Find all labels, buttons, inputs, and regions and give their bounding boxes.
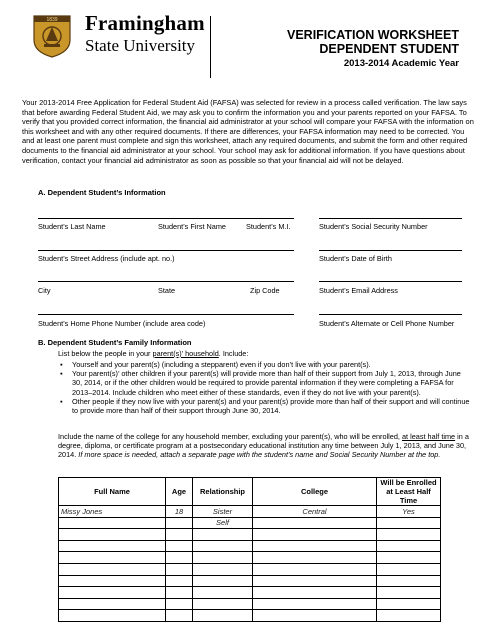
full-name-cell[interactable]	[59, 563, 166, 575]
home-phone-label: Student’s Home Phone Number (include area code)	[38, 319, 206, 328]
household-table	[58, 477, 441, 622]
col-header-age: Age	[166, 478, 193, 506]
email-label: Student’s Email Address	[319, 286, 398, 295]
household-bullets	[58, 360, 472, 415]
table-row	[59, 552, 441, 564]
table-row	[59, 529, 441, 541]
bullet-icon: ▪	[60, 360, 63, 369]
bullet-icon: ▪	[60, 369, 63, 379]
full-name-cell[interactable]	[59, 587, 166, 599]
title-line-2: DEPENDENT STUDENT	[319, 42, 459, 56]
relationship-cell[interactable]: Self	[193, 517, 253, 529]
bullet-item	[58, 360, 472, 369]
college-cell[interactable]	[253, 552, 377, 564]
seal-year: 1839	[46, 17, 58, 23]
household-lead-underlined: parent(s)’ household	[152, 349, 219, 358]
dob-label: Student’s Date of Birth	[319, 254, 392, 263]
ssn-label: Student’s Social Security Number	[319, 222, 428, 231]
college-cell[interactable]: Central	[253, 506, 377, 518]
enrolled-cell[interactable]: Yes	[377, 506, 441, 518]
title-line-1: VERIFICATION WORKSHEET	[287, 28, 459, 42]
enrolled-cell[interactable]	[377, 529, 441, 541]
header-divider	[210, 16, 211, 78]
col-header-enrolled: Will be Enrolled at Least Half Time	[377, 478, 441, 506]
college-cell[interactable]	[253, 517, 377, 529]
state-label: State	[158, 286, 176, 295]
table-row	[59, 506, 441, 518]
table-row	[59, 587, 441, 599]
relationship-cell[interactable]	[193, 575, 253, 587]
enrolled-cell[interactable]	[377, 517, 441, 529]
col-header-full-name: Full Name	[59, 478, 166, 506]
age-cell[interactable]	[166, 540, 193, 552]
table-row	[59, 517, 441, 529]
relationship-cell[interactable]	[193, 529, 253, 541]
university-subtitle: State University	[85, 36, 196, 55]
age-cell[interactable]	[166, 587, 193, 599]
college-note-prefix: Include the name of the college for any household member, excluding your parent(s), who will be enrolled,	[58, 432, 402, 441]
table-row	[59, 575, 441, 587]
col-header-relationship: Relationship	[193, 478, 253, 506]
college-cell[interactable]	[253, 563, 377, 575]
cell-phone-line[interactable]	[319, 314, 462, 315]
full-name-cell[interactable]	[59, 598, 166, 610]
table-row	[59, 610, 441, 622]
age-cell[interactable]: 18	[166, 506, 193, 518]
dob-line[interactable]	[319, 250, 462, 251]
college-cell[interactable]	[253, 610, 377, 622]
enrolled-cell[interactable]	[377, 563, 441, 575]
academic-year: 2013-2014 Academic Year	[343, 58, 459, 69]
enrolled-cell[interactable]	[377, 610, 441, 622]
enrolled-cell[interactable]	[377, 575, 441, 587]
bullet-text: Other people if they now live with your parent(s) and your parent(s) provide more than half of their support and will continue to provide more than half of their support through June 30, 2014.	[72, 396, 470, 416]
cell-phone-label: Student’s Alternate or Cell Phone Number	[319, 319, 455, 328]
relationship-cell[interactable]: Sister	[193, 506, 253, 518]
university-name: Framingham	[85, 11, 205, 35]
bullet-item	[58, 397, 472, 415]
bullet-item	[58, 369, 472, 397]
intro-paragraph: Your 2013-2014 Free Application for Federal Student Aid (FAFSA) was selected for review in a process called verification. The law says that before awarding Federal Student Aid, we may ask you to confirm the information you and your parents reported on your FAFSA. To verify that you provided correct information, the financial aid administrator at your school will compare your FAFSA with the information on this worksheet and with any other required documents. If there are differences, your FAFSA information may need to be corrected. You and at least one parent must complete and sign this worksheet, attach any required documents, and submit the form and other required documents to the financial aid administrator at your school. Your school may ask for additional information. If you have questions about verification, contact your financial aid administrator as soon as possible so that your financial aid will not be delayed.	[22, 98, 474, 165]
household-lead-prefix: List below the people in your	[58, 349, 153, 358]
household-lead-suffix: . Include:	[218, 349, 249, 358]
university-seal-icon	[32, 14, 72, 58]
age-cell[interactable]	[166, 598, 193, 610]
relationship-cell[interactable]	[193, 563, 253, 575]
relationship-cell[interactable]	[193, 540, 253, 552]
mi-label: Student’s M.I.	[246, 222, 291, 231]
college-cell[interactable]	[253, 540, 377, 552]
full-name-cell[interactable]	[59, 610, 166, 622]
city-label: City	[38, 286, 51, 295]
college-cell[interactable]	[253, 598, 377, 610]
bullet-text: Your parent(s)’ other children if your parent(s) will provide more than half of their support from July 1, 2013, through June 30, 2014, or if the other children would be required to provide parental information if they were completing a FAFSA for 2013–2014. Include children who meet either of these standards, even if they do not live with your parent(s).	[72, 369, 461, 397]
home-phone-line[interactable]	[38, 314, 294, 315]
bullet-text: Yourself and your parent(s) (including a stepparent) even if you don’t live with your parent(s).	[72, 360, 371, 369]
full-name-cell[interactable]	[59, 517, 166, 529]
age-cell[interactable]	[166, 552, 193, 564]
college-note-mid: in a degree, diploma, or certificate program at a postsecondary educational institution any time between July 1, 2013, and June 30, 2014.	[58, 432, 469, 460]
household-lead	[58, 349, 248, 358]
college-cell[interactable]	[253, 575, 377, 587]
col-header-college: College	[253, 478, 377, 506]
enrolled-cell[interactable]	[377, 552, 441, 564]
last-name-label: Student’s Last Name	[38, 222, 106, 231]
age-cell[interactable]	[166, 575, 193, 587]
age-cell[interactable]	[166, 563, 193, 575]
relationship-cell[interactable]	[193, 610, 253, 622]
full-name-cell[interactable]	[59, 529, 166, 541]
full-name-cell[interactable]	[59, 552, 166, 564]
city-state-zip-line[interactable]	[38, 281, 294, 282]
enrolled-cell[interactable]	[377, 598, 441, 610]
college-note-italic: If more space is needed, attach a separate page with the student’s name and Social Security Number at the top.	[78, 450, 441, 460]
full-name-cell[interactable]: Missy Jones	[59, 506, 166, 518]
address-line[interactable]	[38, 250, 294, 251]
enrolled-cell[interactable]	[377, 587, 441, 599]
table-row	[59, 598, 441, 610]
name-line[interactable]	[38, 218, 294, 219]
section-b-title: B. Dependent Student’s Family Information	[38, 338, 192, 347]
section-a-title: A. Dependent Student’s Information	[38, 188, 166, 197]
zip-label: Zip Code	[250, 286, 280, 295]
ssn-line[interactable]	[319, 218, 462, 219]
college-cell[interactable]	[253, 529, 377, 541]
full-name-cell[interactable]	[59, 575, 166, 587]
relationship-cell[interactable]	[193, 598, 253, 610]
college-note-underlined: at least half time	[401, 432, 456, 441]
full-name-cell[interactable]	[59, 540, 166, 552]
bullet-icon: ▪	[60, 396, 63, 406]
relationship-cell[interactable]	[193, 587, 253, 599]
relationship-cell[interactable]	[193, 552, 253, 564]
first-name-label: Student’s First Name	[158, 222, 226, 231]
table-row	[59, 563, 441, 575]
table-row	[59, 540, 441, 552]
email-line[interactable]	[319, 281, 462, 282]
address-label: Student’s Street Address (include apt. no.)	[38, 254, 175, 263]
college-note	[58, 432, 474, 460]
age-cell[interactable]	[166, 529, 193, 541]
age-cell[interactable]	[166, 610, 193, 622]
page-title	[287, 28, 459, 56]
enrolled-cell[interactable]	[377, 540, 441, 552]
table-header-row	[59, 478, 441, 506]
college-cell[interactable]	[253, 587, 377, 599]
age-cell[interactable]	[166, 517, 193, 529]
